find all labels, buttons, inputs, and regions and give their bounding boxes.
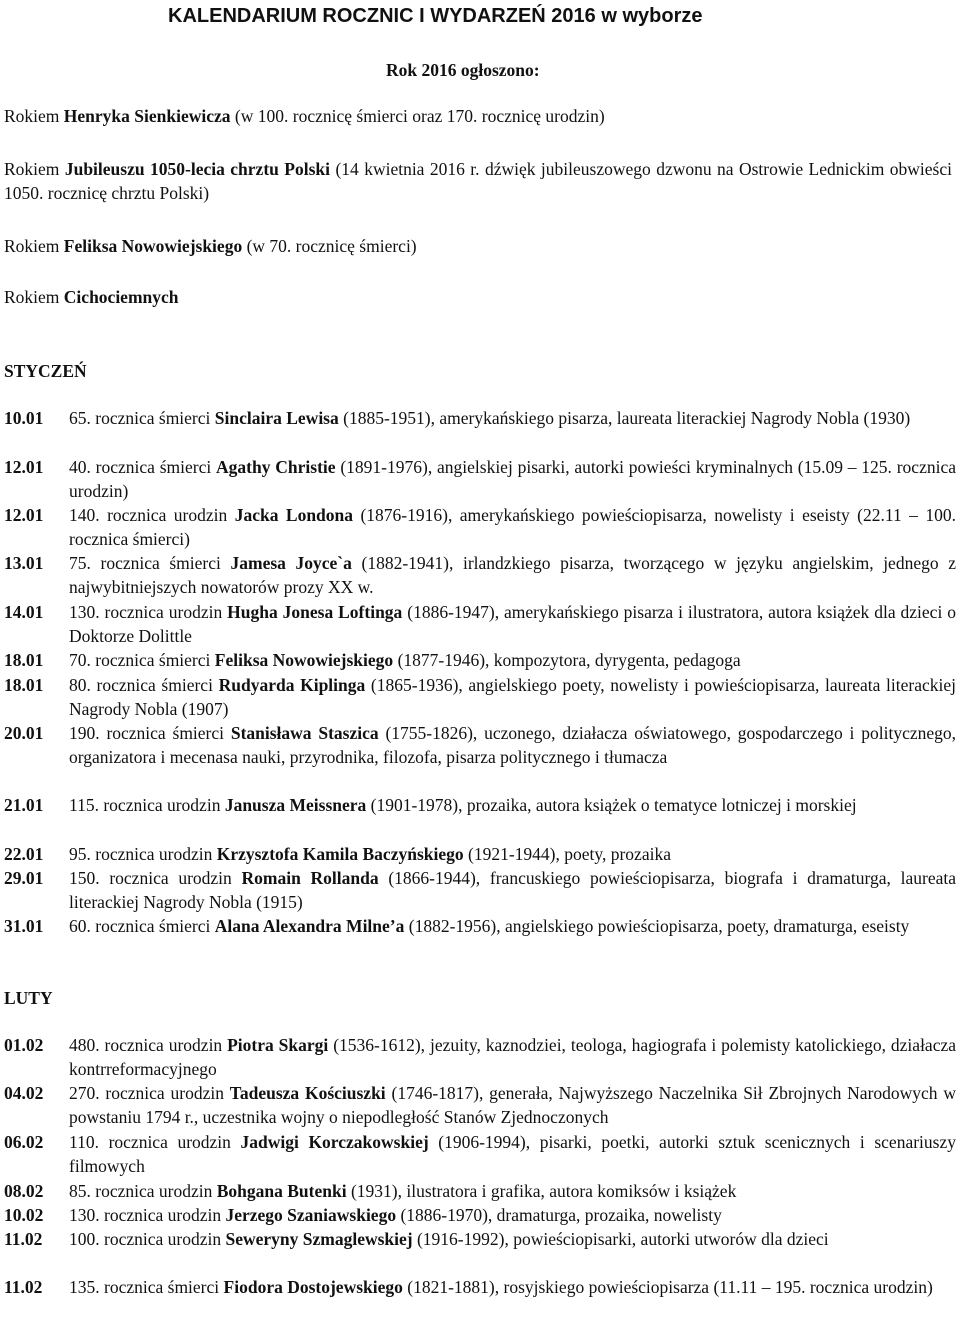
- calendar-entry: [4, 1033, 956, 1081]
- document-title: KALENDARIUM ROCZNIC I WYDARZEŃ 2016 w wyborze: [168, 5, 703, 27]
- entry-date: 10.02: [4, 1205, 44, 1225]
- year-dedication: Rokiem Feliksa Nowowiejskiego (w 70. rocznicę śmierci): [4, 236, 417, 256]
- entry-date: 13.01: [4, 553, 44, 573]
- entry-text: 270. rocznica urodzin Tadeusza Kościuszki (1746-1817), generała, Najwyższego Naczelnika Sił Zbrojnych Narodowych w powstaniu 1794 r., uczestnika wojny o niepodległość Stanów Zjednoczonych: [69, 1083, 957, 1127]
- calendar-entry: [4, 866, 956, 914]
- calendar-entry: [4, 1130, 956, 1178]
- entry-text: 65. rocznica śmierci Sinclaira Lewisa (1885-1951), amerykańskiego pisarza, laureata literackiej Nagrody Nobla (1930): [69, 408, 911, 428]
- entry-date: 12.01: [4, 505, 44, 525]
- announced-heading: Rok 2016 ogłoszono:: [386, 60, 540, 80]
- year-dedication: Rokiem Cichociemnych: [4, 287, 179, 307]
- entry-text: 70. rocznica śmierci Feliksa Nowowiejskiego (1877-1946), kompozytora, dyrygenta, pedagoga: [69, 650, 741, 670]
- entry-date: 18.01: [4, 675, 44, 695]
- entry-text: 110. rocznica urodzin Jadwigi Korczakowskiej (1906-1994), pisarki, poetki, autorki sztuk scenicznych i scenariuszy filmowych: [69, 1132, 956, 1176]
- calendar-entry: [4, 1203, 956, 1227]
- entry-date: 18.01: [4, 650, 44, 670]
- calendar-entry: [4, 842, 956, 866]
- calendar-entry: [4, 406, 956, 430]
- entry-text: 85. rocznica urodzin Bohgana Butenki (1931), ilustratora i grafika, autora komiksów i książek: [69, 1181, 737, 1201]
- entry-text: 75. rocznica śmierci Jamesa Joyce`a (1882-1941), irlandzkiego pisarza, tworzącego w języku angielskim, jednego z najwybitniejszych nowatorów prozy XX w.: [69, 553, 956, 597]
- entry-text: 130. rocznica urodzin Jerzego Szaniawskiego (1886-1970), dramaturga, prozaika, nowelisty: [69, 1205, 722, 1225]
- entry-date: 10.01: [4, 408, 44, 428]
- calendar-entry: [4, 551, 956, 599]
- entry-date: 20.01: [4, 723, 44, 743]
- entry-text: 190. rocznica śmierci Stanisława Staszica (1755-1826), uczonego, działacza oświatowego, gospodarczego i politycznego, organizatora i mecenasa nauki, przyrodnika, filozofa, pisarza politycznego i tłumacza: [69, 723, 956, 767]
- calendar-entry: [4, 600, 956, 648]
- entry-text: 480. rocznica urodzin Piotra Skargi (1536-1612), jezuity, kaznodziei, teologa, hagiografa i polemisty katolickiego, działacza kontrreformacyjnego: [69, 1035, 956, 1079]
- calendar-entry: [4, 1179, 956, 1203]
- entry-date: 22.01: [4, 844, 44, 864]
- entry-text: 80. rocznica śmierci Rudyarda Kiplinga (1865-1936), angielskiego poety, nowelisty i powieściopisarza, laureata literackiej Nagrody Nobla (1907): [69, 675, 956, 719]
- entry-date: 11.02: [4, 1229, 43, 1249]
- entry-date: 12.01: [4, 457, 44, 477]
- calendar-entry: [4, 1081, 956, 1129]
- entry-date: 29.01: [4, 868, 44, 888]
- calendar-entry: [4, 503, 956, 551]
- entry-text: 140. rocznica urodzin Jacka Londona (1876-1916), amerykańskiego powieściopisarza, nowelisty i eseisty (22.11 – 100. rocznica śmierci): [69, 505, 956, 549]
- calendar-entry: [4, 721, 956, 769]
- entry-text: 150. rocznica urodzin Romain Rollanda (1866-1944), francuskiego powieściopisarza, biografa i dramaturga, laureata literackiej Nagrody Nobla (1915): [69, 868, 957, 912]
- entry-text: 95. rocznica urodzin Krzysztofa Kamila Baczyńskiego (1921-1944), poety, prozaika: [69, 844, 671, 864]
- year-dedication: Rokiem Henryka Sienkiewicza (w 100. rocznicę śmierci oraz 170. rocznicę urodzin): [4, 106, 605, 126]
- entry-date: 06.02: [4, 1132, 44, 1152]
- entry-date: 01.02: [4, 1035, 44, 1055]
- entry-text: 135. rocznica śmierci Fiodora Dostojewskiego (1821-1881), rosyjskiego powieściopisarza (11.11 – 195. rocznica urodzin): [69, 1277, 933, 1297]
- month-heading-february: LUTY: [4, 988, 53, 1008]
- entry-text: 130. rocznica urodzin Hugha Jonesa Loftinga (1886-1947), amerykańskiego pisarza i ilustratora, autora książek dla dzieci o Doktorze Dolittle: [69, 602, 956, 646]
- calendar-entry: [4, 1227, 956, 1251]
- entry-date: 14.01: [4, 602, 44, 622]
- entry-text: 115. rocznica urodzin Janusza Meissnera (1901-1978), prozaika, autora książek o tematyce lotniczej i morskiej: [69, 795, 857, 815]
- entry-text: 100. rocznica urodzin Seweryny Szmaglewskiej (1916-1992), powieściopisarki, autorki utworów dla dzieci: [69, 1229, 829, 1249]
- entry-date: 21.01: [4, 795, 44, 815]
- calendar-entry: [4, 914, 956, 938]
- calendar-entry: [4, 793, 956, 817]
- calendar-entry: [4, 455, 956, 503]
- month-heading-january: STYCZEŃ: [4, 361, 87, 381]
- calendar-entry: [4, 648, 956, 672]
- entry-date: 04.02: [4, 1083, 44, 1103]
- calendar-entry: [4, 1275, 956, 1299]
- entry-text: 40. rocznica śmierci Agathy Christie (1891-1976), angielskiej pisarki, autorki powieści kryminalnych (15.09 – 125. rocznica urodzin): [69, 457, 956, 501]
- calendar-entry: [4, 673, 956, 721]
- entry-text: 60. rocznica śmierci Alana Alexandra Milne’a (1882-1956), angielskiego powieściopisarza, poety, dramaturga, eseisty: [69, 916, 910, 936]
- entry-date: 08.02: [4, 1181, 44, 1201]
- entry-date: 31.01: [4, 916, 44, 936]
- entry-date: 11.02: [4, 1277, 43, 1297]
- year-dedication: Rokiem Jubileuszu 1050-lecia chrztu Polski (14 kwietnia 2016 r. dźwięk jubileuszowego dzwonu na Ostrowie Lednickim obwieści 1050. rocznicę chrztu Polski): [4, 159, 952, 203]
